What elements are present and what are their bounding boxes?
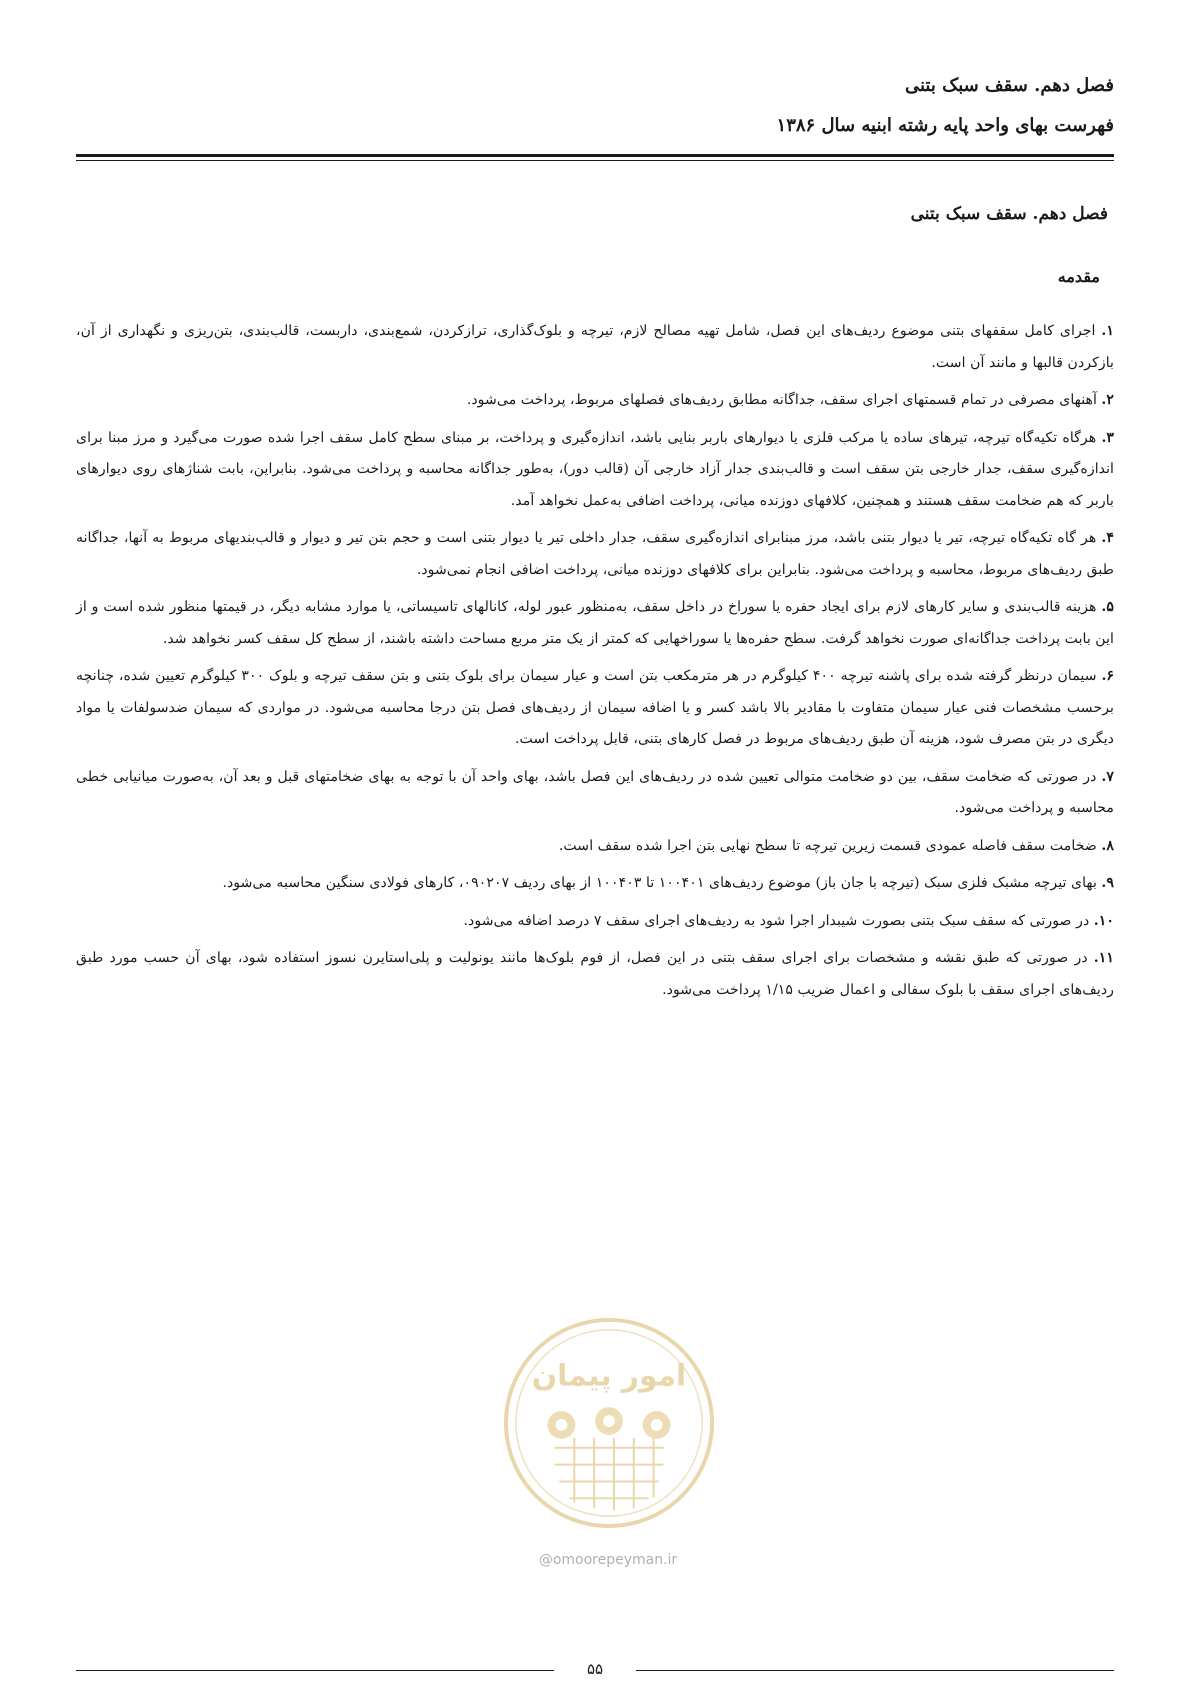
chapter-title: فصل دهم. سقف سبک بتنی xyxy=(910,204,1108,224)
clause-text: آهنهای مصرفی در تمام قسمتهای اجرای سقف، جداگانه مطابق ردیف‌های فصلهای مربوط، پرداخت می‌شود. xyxy=(466,392,1097,408)
clause-list xyxy=(76,316,1114,1006)
section-title-intro: مقدمه xyxy=(1057,267,1100,286)
clause-item xyxy=(76,592,1114,655)
clause-number: ۱۱. xyxy=(1093,950,1114,966)
clause-number: ۵. xyxy=(1101,599,1114,615)
header-book-title: فهرست بهای واحد پایه رشته ابنیه سال ۱۳۸۶ xyxy=(776,115,1114,136)
clause-number: ۹. xyxy=(1101,875,1114,891)
header-rule-thick xyxy=(76,154,1114,157)
clause-item xyxy=(76,423,1114,518)
page-footer xyxy=(76,1660,1114,1680)
clause-number: ۴. xyxy=(1101,530,1114,546)
clause-number: ۶. xyxy=(1101,668,1115,684)
clause-text: سیمان درنظر گرفته شده برای پاشنه تیرچه ۴۰۰ کیلوگرم در هر مترمکعب بتن است و عیار سیمان برای بلوک بتنی و بتن سقف تیرچه و بلوک ۳۰۰ کیلوگرم تعیین شده، چنانچه برحسب مشخصات فنی عیار سیمان متفاوت با مقادیر بالا باشد کسر و یا اضافه سیمان از ردیف‌های فصل بتن درجا محاسبه می‌شود. در مواردی که سیمان ضدسولفات یا مواد دیگری در بتن مصرف شود، هزینه آن طبق ردیف‌های مربوط در فصل کارهای بتنی، قابل پرداخت است. xyxy=(76,668,1114,747)
clause-item xyxy=(76,385,1114,417)
clause-number: ۱. xyxy=(1101,323,1114,339)
clause-number: ۳. xyxy=(1101,429,1115,446)
page-number: ۵۵ xyxy=(586,1660,604,1678)
header-chapter: فصل دهم. سقف سبک بتنی xyxy=(905,75,1114,96)
clause-text: بهای تیرچه مشبک فلزی سبک (تیرچه با جان باز) موضوع ردیف‌های ۱۰۰۴۰۱ تا ۱۰۰۴۰۳ از بهای ردیف ۰۹۰۲۰۷، کارهای فولادی سنگین محاسبه می‌شود. xyxy=(222,875,1097,891)
clause-number: ۱۰. xyxy=(1093,912,1114,929)
clause-item xyxy=(76,762,1114,825)
clause-number: ۲. xyxy=(1101,392,1114,408)
main-content xyxy=(76,196,1114,1012)
clause-item xyxy=(76,661,1114,756)
footer-rule-right xyxy=(636,1670,1114,1671)
watermark-logo-text: امور پیمان xyxy=(531,1358,687,1394)
clause-number: ۷. xyxy=(1101,768,1114,785)
clause-text: هر گاه تکیه‌گاه تیرچه، تیر یا دیوار بتنی باشد، مرز مبنابرای اندازه‌گیری سقف، جدار داخلی تیر یا دیوار بتنی است و حجم بتن تیر و دیوار و قالب‌بندیهای مربوط به آنها، جداگانه طبق ردیف‌های مربوط، محاسبه و پرداخت می‌شود. بنابراین برای کلافهای دوزنده میانی، پرداخت اضافی انجام نمی‌شود. xyxy=(76,530,1114,578)
clause-item xyxy=(76,831,1114,863)
clause-text: در صورتی که طبق نقشه و مشخصات برای اجرای سقف بتنی در این فصل، از فوم بلوک‌ها مانند یونولیت و پلی‌استایرن نسوز استفاده شود، بهای آن حسب مورد طبق ردیف‌های اجرای سقف با بلوک سفالی و اعمال ضریب ۱/۱۵ پرداخت می‌شود. xyxy=(76,950,1114,998)
clause-item xyxy=(76,316,1114,379)
clause-text: هزینه قالب‌بندی و سایر کارهای لازم برای ایجاد حفره یا سوراخ در داخل سقف، به‌منظور عبور لوله، کانالهای تاسیساتی، یا موارد مشابه دیگر، در قیمتها منظور شده است و از این بابت پرداخت جداگانه‌ای صورت نخواهد گرفت. سطح حفره‌ها یا سوراخهایی که کمتر از یک متر مربع مساحت داشته باشند، از سطح کل سقف کسر نخواهد شد. xyxy=(76,599,1114,647)
clause-item xyxy=(76,943,1114,1006)
clause-item xyxy=(76,523,1114,586)
clause-item xyxy=(76,906,1114,938)
footer-rule-left xyxy=(76,1670,554,1671)
watermark-url-text: omoorepeyman.ir xyxy=(552,1552,678,1568)
clause-text: اجرای کامل سقفهای بتنی موضوع ردیف‌های این فصل، شامل تهیه مصالح لازم، تیرچه و بلوک‌گذاری، ترازکردن، شمع‌بندی، داربست، قالب‌بندی، بتن‌ریزی و نگهداری از آن، بازکردن قالبها و مانند آن است. xyxy=(76,323,1114,371)
watermark-url: @omoorepeyman.ir xyxy=(538,1552,678,1568)
header-rule-thin xyxy=(76,160,1114,161)
clause-text: در صورتی که سقف سبک بتنی بصورت شیبدار اجرا شود به ردیف‌های اجرای سقف ۷ درصد اضافه می‌شود. xyxy=(463,912,1090,929)
clause-text: در صورتی که ضخامت سقف، بین دو ضخامت متوالی تعیین شده در ردیف‌های این فصل باشد، بهای واحد آن با توجه به بهای ضخامتهای قبل و بعد آن، به‌صورت میانیابی خطی محاسبه و پرداخت می‌شود. xyxy=(76,768,1114,816)
watermark-logo-icon xyxy=(500,1314,718,1532)
clause-item xyxy=(76,868,1114,900)
running-header xyxy=(76,66,1114,146)
clause-text: ضخامت سقف فاصله عمودی قسمت زیرین تیرچه تا سطح نهایی بتن اجرا شده سقف است. xyxy=(558,837,1097,854)
clause-number: ۸. xyxy=(1101,837,1114,854)
clause-text: هرگاه تکیه‌گاه تیرچه، تیرهای ساده یا مرکب فلزی یا دیوارهای باربر بنایی باشد، اندازه‌گیری و پرداخت، بر مبنای سطح کامل سقف اجرا شده صورت می‌گیرد و مرز مبنا برای اندازه‌گیری سقف، جدار خارجی بتن سقف است و قالب‌بندی جدار آزاد خارجی آن (قالب دور)، به‌طور جداگانه محاسبه و پرداخت می‌شود. بنابراین، بابت شناژهای روی دیوارهای باربر که هم ضخامت سقف هستند و همچنین، کلافهای دوزنده میانی، پرداخت اضافی به‌عمل نخواهد آمد. xyxy=(76,429,1114,509)
